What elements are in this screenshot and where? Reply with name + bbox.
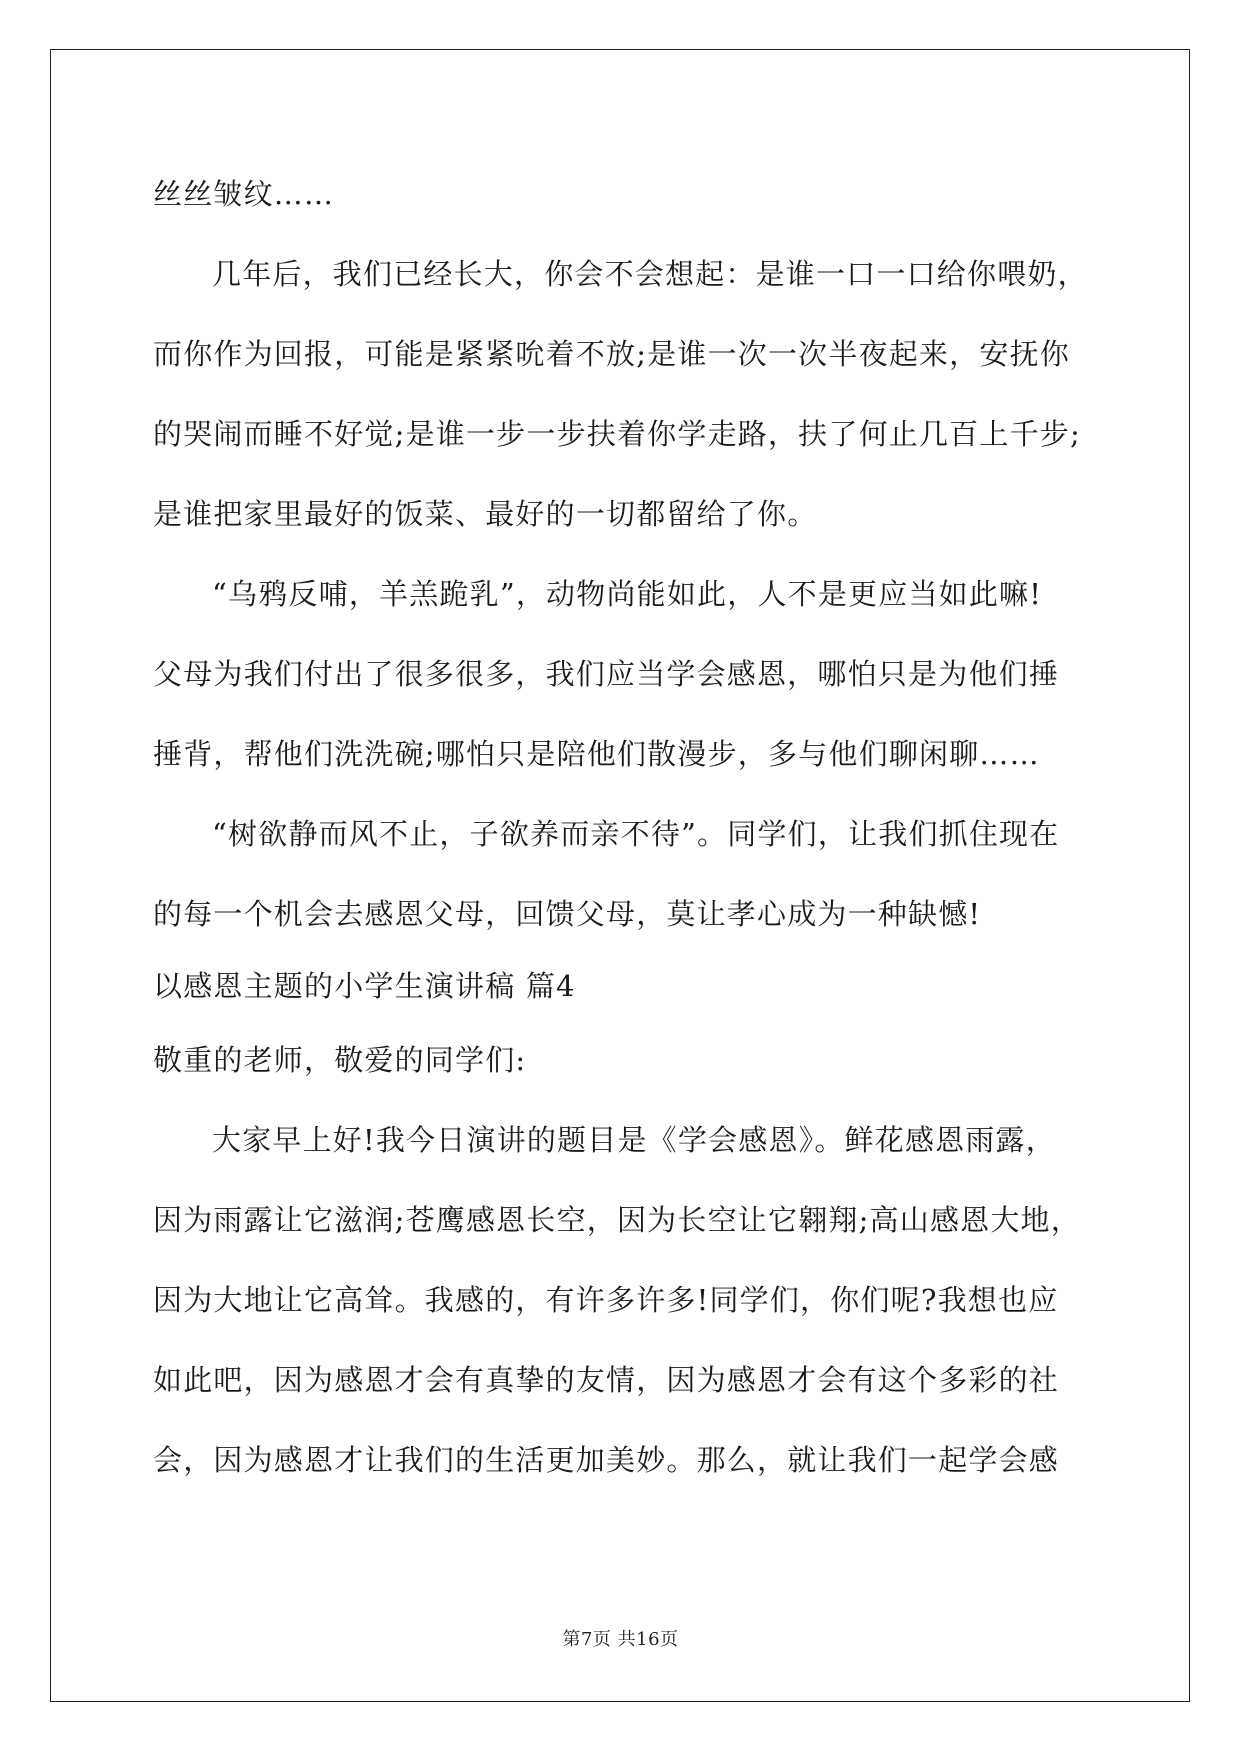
paragraph-line: 的每一个机会去感恩父母，回馈父母，莫让孝心成为一种缺憾! [153,897,982,931]
paragraph-line: 捶背，帮他们洗洗碗;哪怕只是陪他们散漫步，多与他们聊闲聊…… [153,737,1040,771]
section-heading: 以感恩主题的小学生演讲稿 篇4 [153,969,576,1003]
paragraph-line: 大家早上好!我今日演讲的题目是《学会感恩》。鲜花感恩雨露， [212,1123,1056,1157]
paragraph-line: “乌鸦反哺，羊羔跪乳”，动物尚能如此，人不是更应当如此嘛! [212,577,1043,611]
page-number: 第7页 共16页 [562,1629,679,1650]
paragraph-line: 丝丝皱纹…… [153,177,335,211]
paragraph-line: 的哭闹而睡不好觉;是谁一步一步扶着你学走路，扶了何止几百上千步; [153,417,1081,451]
paragraph-line: 因为雨露让它滋润;苍鹰感恩长空，因为长空让它翱翔;高山感恩大地， [153,1203,1081,1237]
paragraph-line: 父母为我们付出了很多很多，我们应当学会感恩，哪怕只是为他们捶 [153,657,1060,691]
salutation: 敬重的老师，敬爱的同学们: [153,1043,527,1077]
paragraph-line: 因为大地让它高耸。我感的，有许多许多!同学们，你们呢?我想也应 [153,1283,1059,1317]
paragraph-line: 会，因为感恩才让我们的生活更加美妙。那么，就让我们一起学会感 [153,1443,1060,1477]
paragraph-line: 是谁把家里最好的饭菜、最好的一切都留给了你。 [153,497,818,531]
paragraph-line: 而你作为回报，可能是紧紧吮着不放;是谁一次一次半夜起来，安抚你 [153,337,1070,371]
paragraph-line: 如此吧，因为感恩才会有真挚的友情，因为感恩才会有这个多彩的社 [153,1363,1060,1397]
paragraph-line: 几年后，我们已经长大，你会不会想起：是谁一口一口给你喂奶， [212,257,1088,291]
paragraph-line: “树欲静而风不止，子欲养而亲不待”。同学们，让我们抓住现在 [212,817,1060,851]
